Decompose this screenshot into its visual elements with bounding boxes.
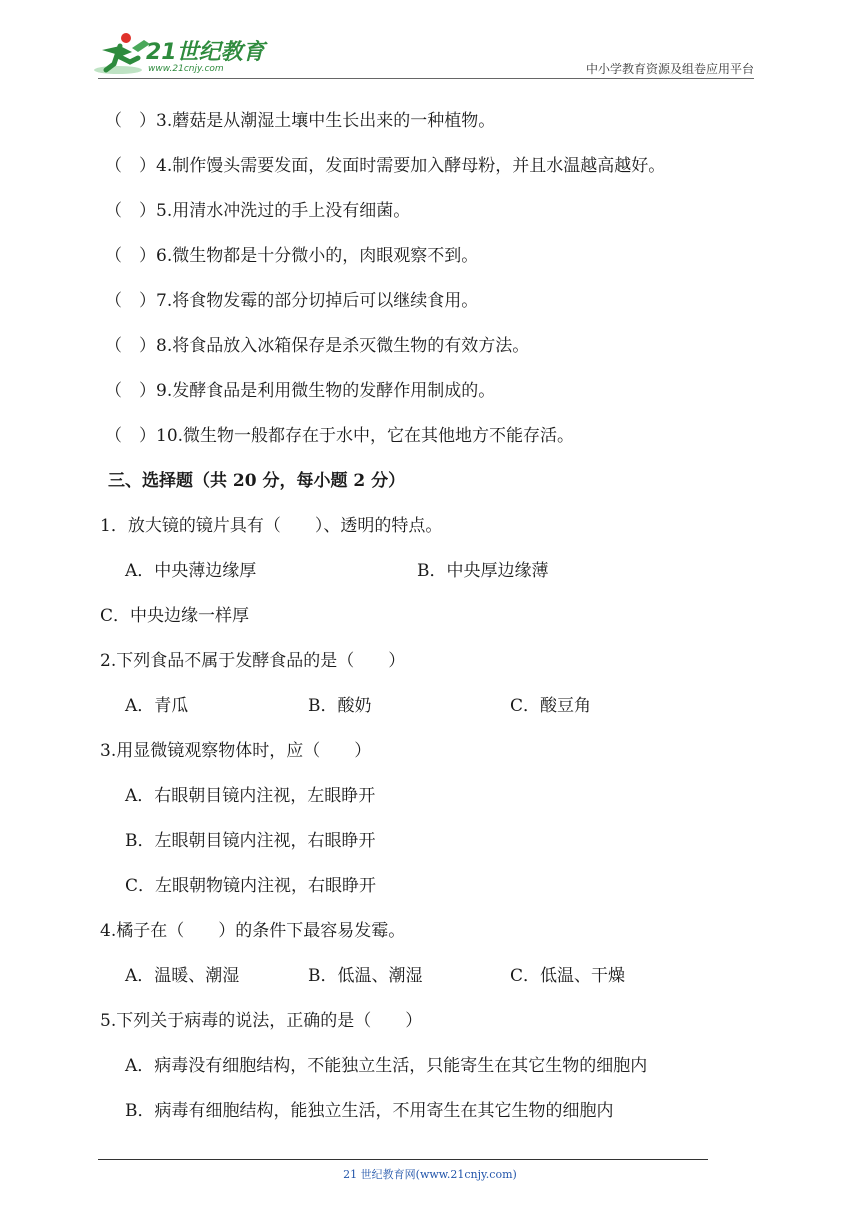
question-3: 3.用显微镜观察物体时，应（ ） (100, 741, 372, 761)
question-3-option-c: C．左眼朝物镜内注视，右眼睁开 (125, 876, 377, 896)
header-divider (98, 78, 754, 79)
footer-divider (98, 1159, 708, 1160)
true-false-item-3: （ ）3.蘑菇是从潮湿土壤中生长出来的一种植物。 (105, 111, 496, 131)
true-false-item-8: （ ）8.将食品放入冰箱保存是杀灭微生物的有效方法。 (105, 336, 530, 356)
question-3-option-b: B．左眼朝目镜内注视，右眼睁开 (125, 831, 376, 851)
question-5-option-b: B．病毒有细胞结构，能独立生活，不用寄生在其它生物的细胞内 (125, 1101, 614, 1121)
question-2-option-a: A．青瓜 (125, 696, 189, 716)
true-false-item-6: （ ）6.微生物都是十分微小的，肉眼观察不到。 (105, 246, 479, 266)
question-5: 5.下列关于病毒的说法，正确的是（ ） (100, 1011, 423, 1031)
question-5-option-a: A．病毒没有细胞结构，不能独立生活，只能寄生在其它生物的细胞内 (125, 1056, 648, 1076)
true-false-item-4: （ ）4.制作馒头需要发面，发面时需要加入酵母粉，并且水温越高越好。 (105, 156, 666, 176)
true-false-item-10: （ ）10.微生物一般都存在于水中，它在其他地方不能存活。 (105, 426, 575, 446)
page-header (0, 0, 860, 90)
true-false-item-7: （ ）7.将食物发霉的部分切掉后可以继续食用。 (105, 291, 479, 311)
question-1-option-a: A．中央薄边缘厚 (125, 561, 257, 581)
header-tagline: 中小学教育资源及组卷应用平台 (585, 62, 754, 76)
question-4: 4.橘子在（ ）的条件下最容易发霉。 (100, 921, 406, 941)
question-2: 2.下列食品不属于发酵食品的是（ ） (100, 651, 406, 671)
logo-text: 21世纪教育 (146, 40, 265, 65)
site-logo[interactable] (92, 30, 265, 80)
logo-url: www.21cnjy.com (148, 64, 224, 74)
question-4-option-a: A．温暖、潮湿 (125, 966, 240, 986)
question-1-option-b: B．中央厚边缘薄 (417, 561, 549, 581)
question-4-option-b: B．低温、潮湿 (308, 966, 423, 986)
question-1-option-c: C．中央边缘一样厚 (100, 606, 250, 626)
section-heading-choice: 三、选择题（共 20 分，每小题 2 分） (108, 471, 406, 491)
question-4-option-c: C．低温、干燥 (510, 966, 626, 986)
runner-logo-icon (92, 30, 152, 76)
true-false-item-9: （ ）9.发酵食品是利用微生物的发酵作用制成的。 (105, 381, 496, 401)
question-2-option-b: B．酸奶 (308, 696, 372, 716)
question-2-option-c: C．酸豆角 (510, 696, 592, 716)
question-3-option-a: A．右眼朝目镜内注视，左眼睁开 (125, 786, 376, 806)
footer-link[interactable]: 21 世纪教育网(www.21cnjy.com) (343, 1168, 517, 1181)
question-1: 1．放大镜的镜片具有（ ）、透明的特点。 (100, 516, 443, 536)
true-false-item-5: （ ）5.用清水冲洗过的手上没有细菌。 (105, 201, 411, 221)
